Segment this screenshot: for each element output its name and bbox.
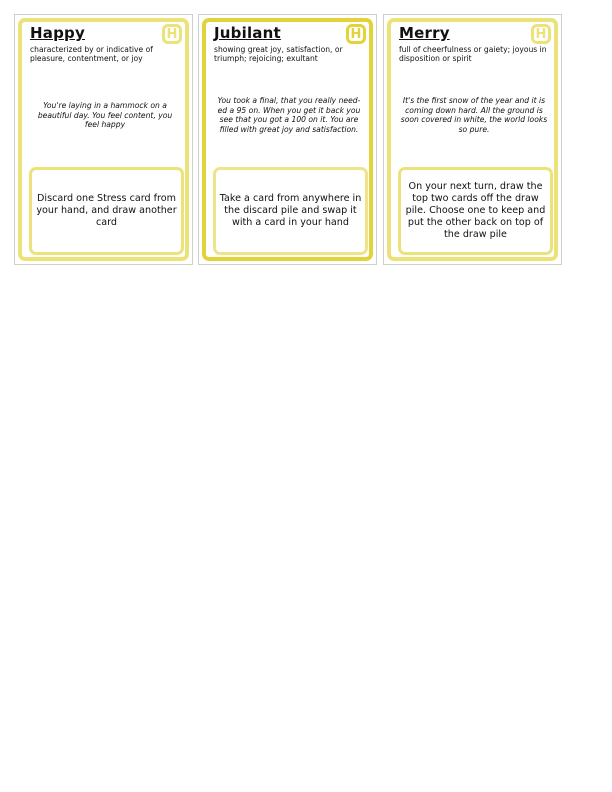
card-cell-jubilant bbox=[198, 14, 377, 265]
card-scenario: You took a final, that you really need-ed a 95 on. When you get it back you see that you got a 100 on it. You are filled with great joy and satisfaction. bbox=[217, 96, 361, 134]
card-happy bbox=[18, 18, 189, 261]
card-jubilant bbox=[202, 18, 373, 261]
card-title: Merry bbox=[399, 24, 450, 42]
category-badge-icon: H bbox=[531, 24, 551, 44]
card-definition: showing great joy, satisfaction, or triumph; rejoicing; exultant bbox=[214, 45, 343, 63]
card-effect: Discard one Stress card from your hand, and draw another card bbox=[36, 193, 177, 228]
effect-box bbox=[213, 167, 368, 255]
card-effect: Take a card from anywhere in the discard pile and swap it with a card in your hand bbox=[219, 193, 362, 228]
card-merry bbox=[387, 18, 558, 261]
card-definition: full of cheerfulness or gaiety; joyous in disposition or spirit bbox=[399, 45, 547, 63]
category-badge-icon: H bbox=[162, 24, 182, 44]
card-definition: characterized by or indicative of pleasure, contentment, or joy bbox=[30, 45, 153, 63]
effect-box bbox=[398, 167, 553, 255]
card-title: Jubilant bbox=[214, 24, 281, 42]
category-badge-icon: H bbox=[346, 24, 366, 44]
effect-box bbox=[29, 167, 184, 255]
card-cell-merry bbox=[383, 14, 562, 265]
card-scenario: It's the first snow of the year and it is coming down hard. All the ground is soon covered in white, the world looks so pure. bbox=[400, 96, 548, 134]
card-effect: On your next turn, draw the top two cards off the draw pile. Choose one to keep and put the other back on top of the draw pile bbox=[405, 181, 546, 240]
card-scenario: You're laying in a hammock on a beautiful day. You feel content, you feel happy bbox=[37, 101, 173, 130]
card-cell-happy bbox=[14, 14, 193, 265]
card-title: Happy bbox=[30, 24, 85, 42]
